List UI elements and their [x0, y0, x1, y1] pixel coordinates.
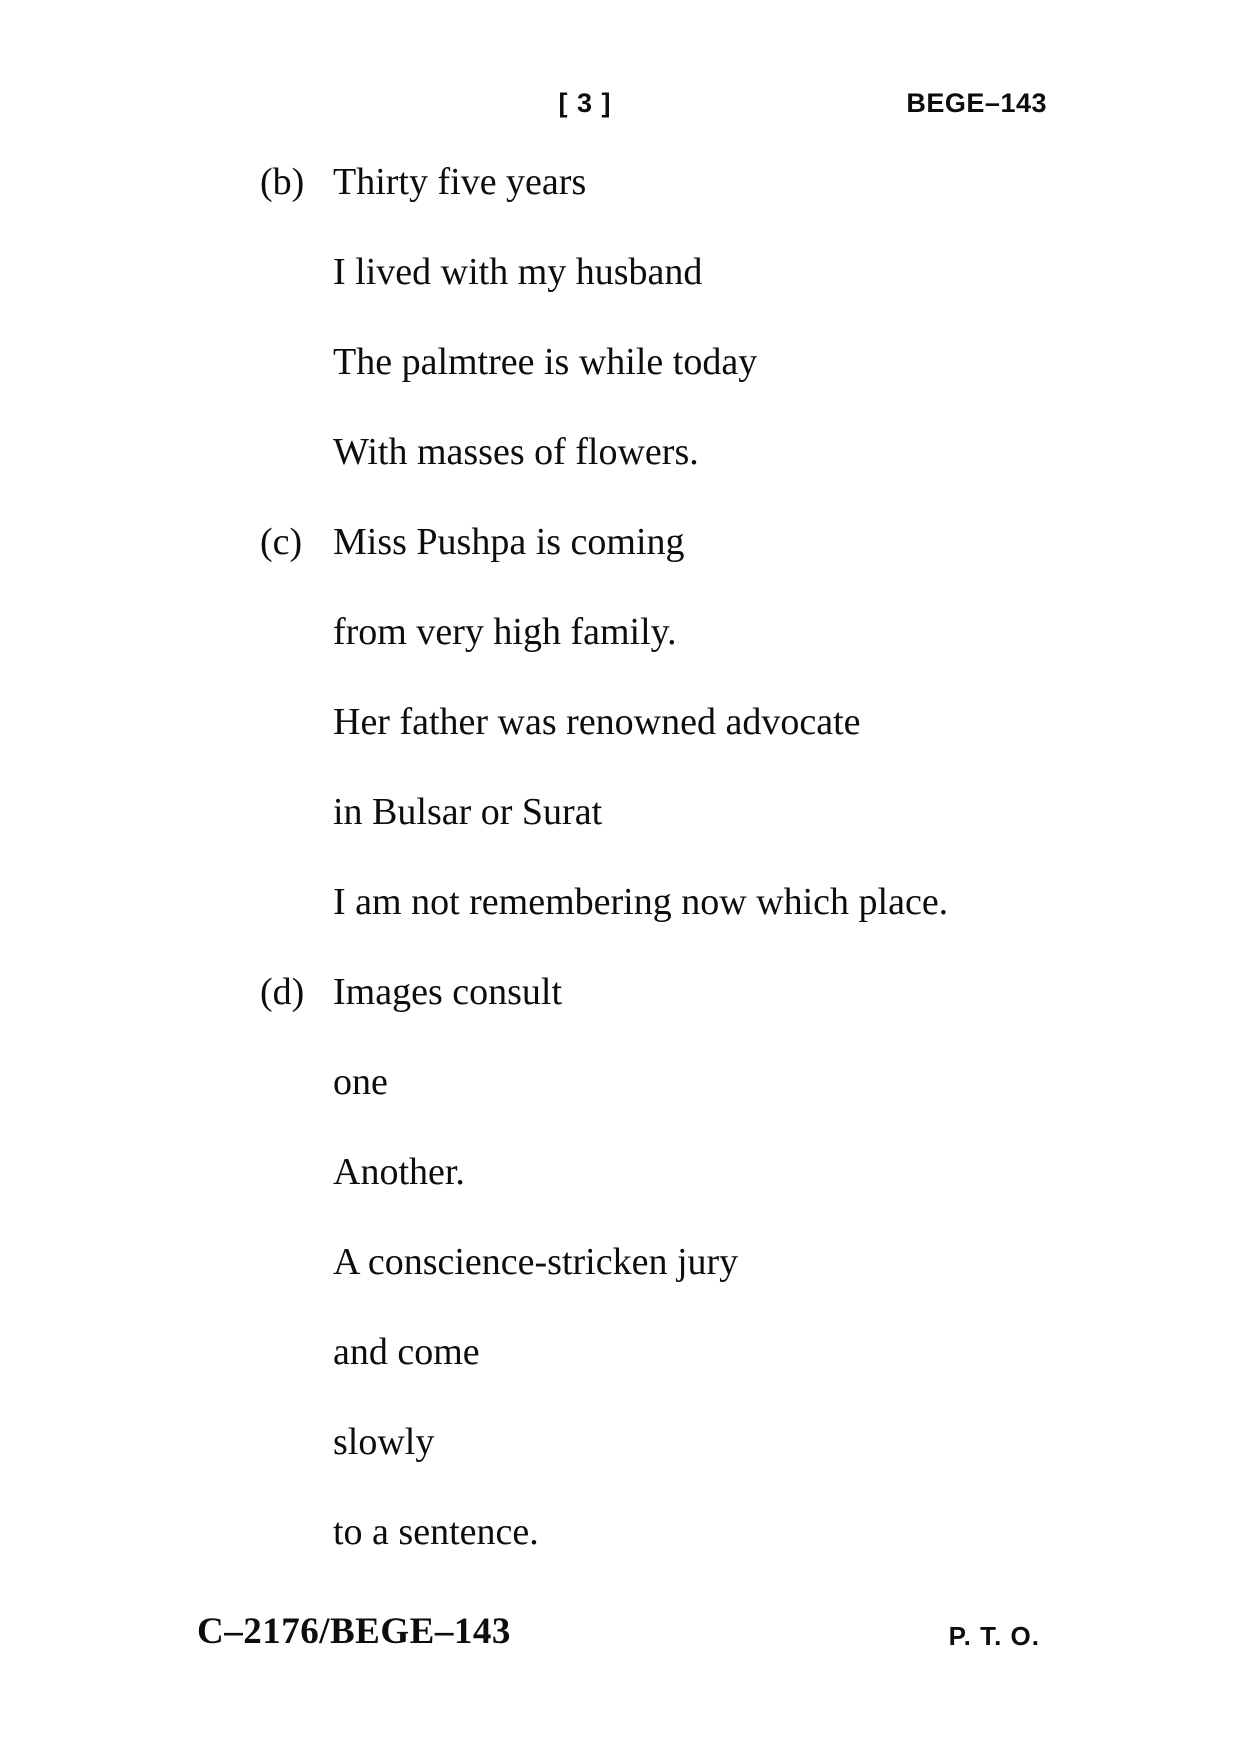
poem-line-text: from very high family.	[333, 611, 677, 653]
page-footer	[0, 1612, 1241, 1662]
poem-line-text: and come	[333, 1331, 480, 1373]
poem-line-text: slowly	[333, 1421, 435, 1463]
poem-line-text: A conscience-stricken jury	[333, 1241, 739, 1283]
poem-line	[260, 857, 948, 947]
poem-line-text: Images consult	[333, 971, 563, 1013]
poem-line-text: in Bulsar or Surat	[333, 791, 603, 833]
poem-line	[260, 1487, 948, 1577]
section-label: (b)	[260, 161, 305, 203]
poem-line	[260, 1397, 948, 1487]
poem-line	[260, 1307, 948, 1397]
poem-line	[260, 1217, 948, 1307]
poem-body	[260, 137, 948, 1577]
poem-line-text: I am not remembering now which place.	[333, 881, 949, 923]
poem-line-text: Miss Pushpa is coming	[333, 521, 685, 563]
poem-line-text: Thirty five years	[333, 161, 587, 203]
pto-label: P. T. O.	[948, 1621, 1040, 1651]
poem-line	[260, 317, 948, 407]
poem-line	[260, 947, 948, 1037]
poem-line	[260, 497, 948, 587]
paper-code: C–2176/BEGE–143	[197, 1611, 511, 1652]
poem-line-text: The palmtree is while today	[333, 341, 758, 383]
page-number: [ 3 ]	[558, 88, 612, 118]
section-label: (c)	[260, 521, 303, 563]
section-label: (d)	[260, 971, 305, 1013]
course-code: BEGE–143	[906, 88, 1047, 118]
poem-line	[260, 1127, 948, 1217]
poem-line	[260, 407, 948, 497]
poem-line	[260, 137, 948, 227]
poem-line-text: Her father was renowned advocate	[333, 701, 861, 743]
poem-line	[260, 227, 948, 317]
poem-line	[260, 587, 948, 677]
poem-line	[260, 1037, 948, 1127]
poem-line-text: Another.	[333, 1151, 465, 1193]
poem-line-text: With masses of flowers.	[333, 431, 699, 473]
poem-line-text: one	[333, 1061, 388, 1103]
poem-line-text: I lived with my husband	[333, 251, 703, 293]
poem-line-text: to a sentence.	[333, 1511, 539, 1553]
poem-line	[260, 677, 948, 767]
poem-line	[260, 767, 948, 857]
page-header	[0, 90, 1241, 126]
